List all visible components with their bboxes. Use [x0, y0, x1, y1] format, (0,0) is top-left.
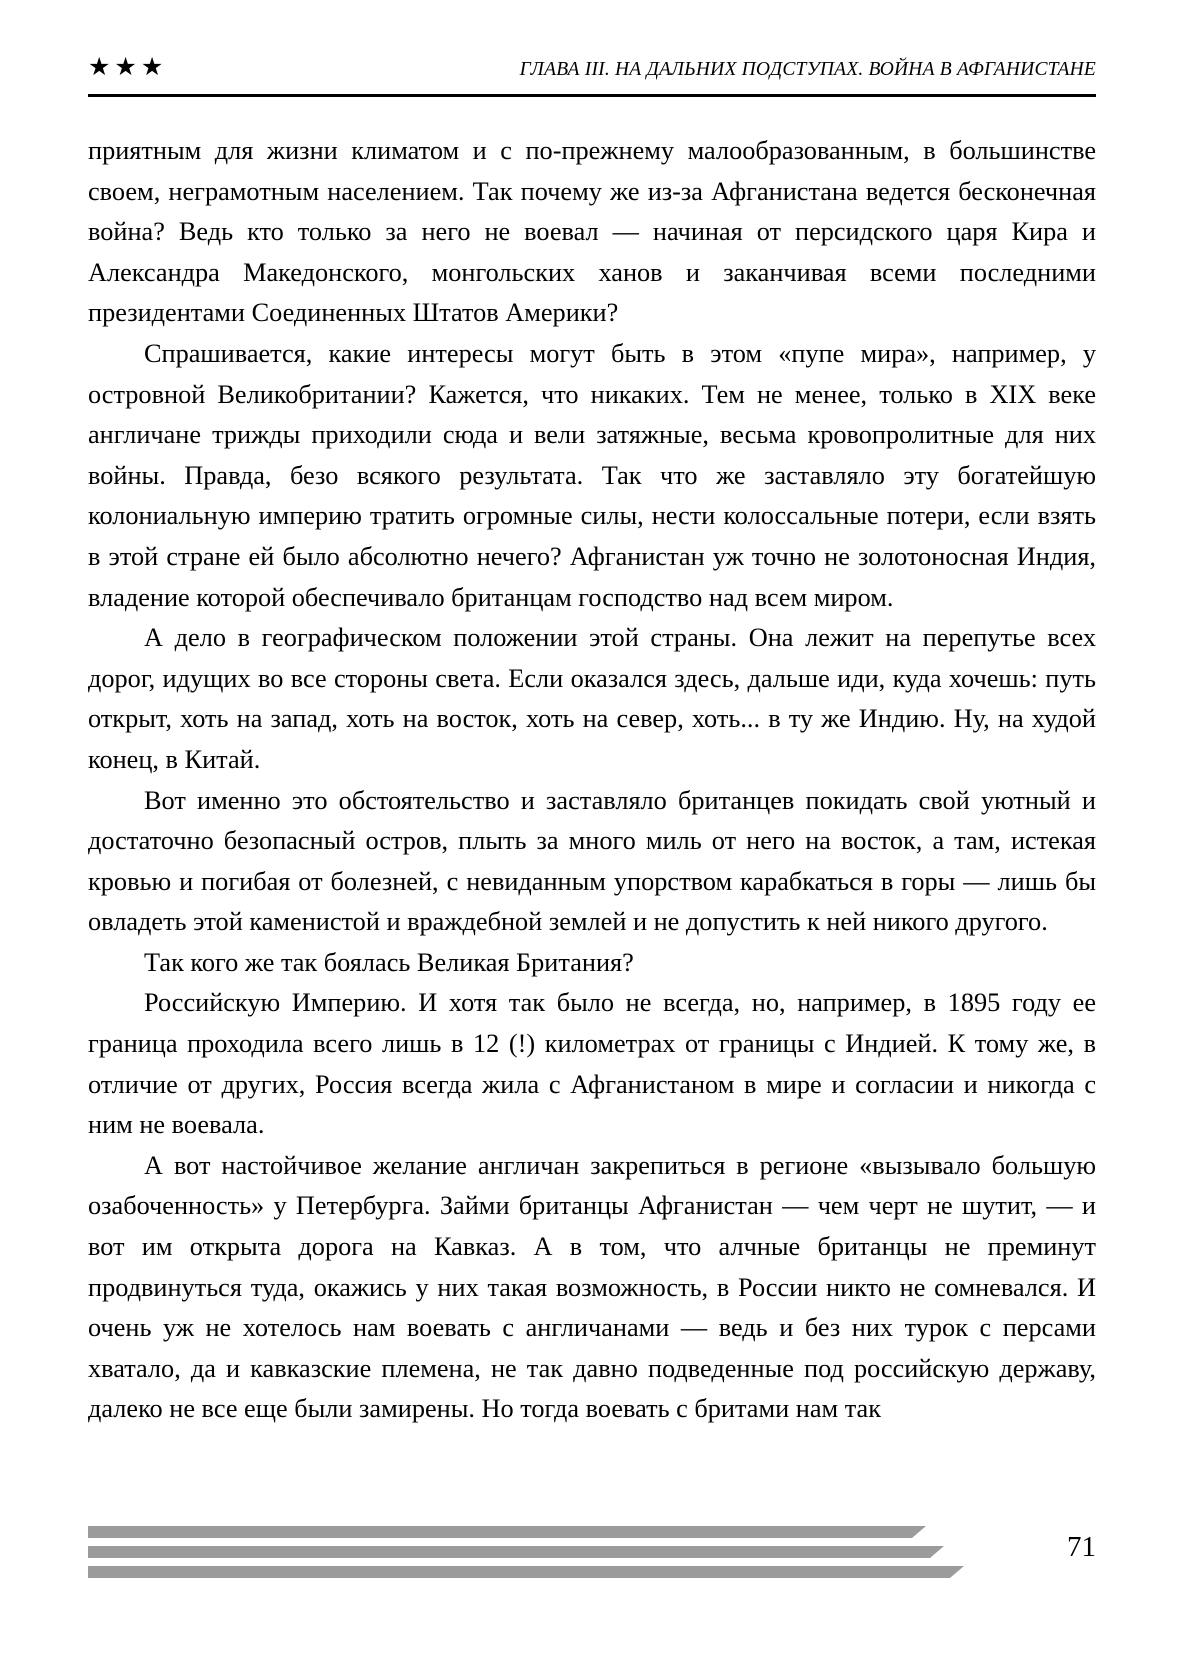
paragraph: Спрашивается, какие интересы могут быть в этом «пупе мира», например, у островной Великобритании? Кажется, что никаких. Тем не менее, только в XIX веке англичане трижды приходили сюда и вели затяжные, весьма кровопролитные для них войны. Правда, безо всякого результата. Так что же заставляло эту богатейшую колониальную империю тратить огромные силы, нести колоссальные потери, если взять в этой стране ей было абсолютно нечего? Афганистан уж точно не золотоносная Индия, владение которой обеспечивало британцам господство над всем миром.: [88, 338, 1096, 612]
paragraph: Российскую Империю. И хотя так было не всегда, но, например, в 1895 году ее граница проходила всего лишь в 12 (!) километрах от границы с Индией. К тому же, в отличие от других, Россия всегда жила с Афганистаном в мире и согласии и никогда с ним не воевала.: [88, 988, 1096, 1140]
page-footer: [88, 1518, 1096, 1598]
footer-ornament-icon: [88, 1526, 994, 1578]
running-head: [88, 52, 1096, 94]
paragraph: приятным для жизни климатом и с по-прежнему малообразованным, в большинстве своем, неграмотным населением. Так почему же из-за Афганистана ведется бесконечная война? Ведь кто только за него не воевал — начиная от персидского царя Кира и Александра Македонского, монгольских ханов и заканчивая всеми последними президентами Соединенных Штатов Америки?: [88, 136, 1096, 328]
paragraph: Вот именно это обстоятельство и заставляло британцев покидать свой уютный и достаточно безопасный остров, плыть за много миль от него на восток, а там, истекая кровью и погибая от болезней, с невиданным упорством карабкаться в горы — лишь бы овладеть этой каменистой и враждебной землей и не допустить к ней никого другого.: [88, 785, 1096, 937]
footer-bar-top: [88, 1526, 926, 1538]
page-number: 71: [1067, 1531, 1096, 1563]
footer-bar-middle: [88, 1546, 944, 1558]
paragraph: А дело в географическом положении этой страны. Она лежит на перепутье всех дорог, идущих во все стороны света. Если оказался здесь, дальше иди, куда хочешь: путь открыт, хоть на запад, хоть на восток, хоть на север, хоть... в ту же Индию. Ну, на худой конец, в Китай.: [88, 623, 1096, 774]
paragraph: Так кого же так боялась Великая Британия?: [144, 947, 634, 977]
chapter-title: ГЛАВА III. НА ДАЛЬНИХ ПОДСТУПАХ. ВОЙНА В АФГАНИСТАНЕ: [519, 59, 1096, 80]
body-text: [88, 131, 1096, 1430]
header-divider: [88, 94, 1096, 97]
three-stars-icon: ★★★: [88, 54, 168, 81]
footer-bar-bottom: [88, 1566, 964, 1578]
paragraph: А вот настойчивое желание англичан закрепиться в регионе «вызывало большую озабоченность» у Петербурга. Займи британцы Афганистан — чем черт не шутит, — и вот им открыта дорога на Кавказ. А в том, что алчные британцы не преминут продвинуться туда, окажись у них такая возможность, в России никто не сомневался. И очень уж не хотелось нам воевать с англичанами — ведь и без них турок с персами хватало, да и кавказские племена, не так давно подведенные под российскую державу, далеко не все еще были замирены. Но тогда воевать с бритами нам так: [88, 1150, 1096, 1424]
